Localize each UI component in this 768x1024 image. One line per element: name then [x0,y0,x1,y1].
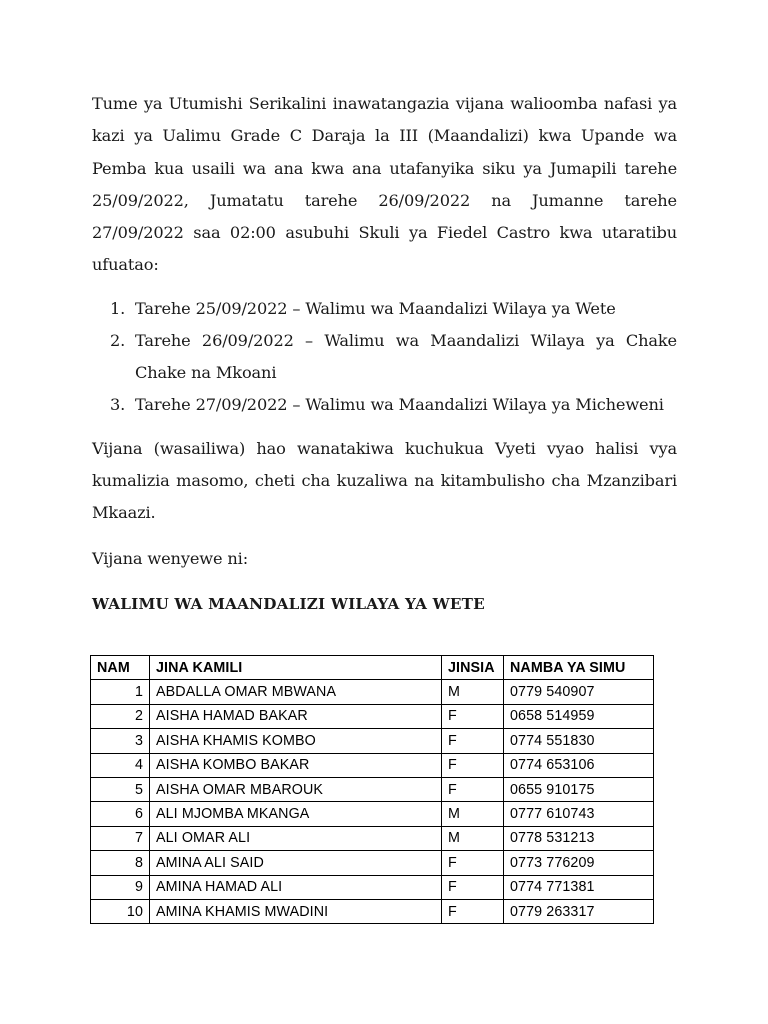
table-row [91,777,654,801]
table-row [91,729,654,753]
cell-simu: 0774 551830 [504,729,654,753]
cell-simu: 0658 514959 [504,704,654,728]
cell-simu: 0774 653106 [504,753,654,777]
schedule-item-number: 1. [110,298,126,318]
cell-nam: 4 [91,753,150,777]
table-row [91,753,654,777]
cell-jina: AMINA HAMAD ALI [150,875,442,899]
intro-paragraph: Tume ya Utumishi Serikalini inawatangazia vijana walioomba nafasi ya kazi ya Ualimu Grade C Daraja la III (Maandalizi) kwa Upande wa Pemba kua usaili wa ana kwa ana utafanyika siku ya Jumapili tarehe 25/09/2022, Jumatatu tarehe 26/09/2022 na Jumanne tarehe 27/09/2022 saa 02:00 asubuhi Skuli ya Fiedel Castro kwa utaratibu ufuatao: [92,94,677,275]
cell-jinsia: F [442,899,504,923]
schedule-item-text: Tarehe 27/09/2022 – Walimu wa Maandalizi Wilaya ya Micheweni [135,394,664,414]
table-row [91,802,654,826]
header-nam: NAM [91,656,150,680]
cell-simu: 0655 910175 [504,777,654,801]
section-title: WALIMU WA MAANDALIZI WILAYA YA WETE [92,594,485,613]
cell-nam: 8 [91,851,150,875]
schedule-item [92,325,677,389]
table-header-row [91,656,654,680]
schedule-item-text: Tarehe 26/09/2022 – Walimu wa Maandalizi Wilaya ya Chake Chake na Mkoani [135,330,677,382]
cell-jina: AISHA HAMAD BAKAR [150,704,442,728]
list-intro: Vijana wenyewe ni: [92,548,248,568]
cell-simu: 0774 771381 [504,875,654,899]
cell-simu: 0778 531213 [504,826,654,850]
table-row [91,899,654,923]
cell-simu: 0777 610743 [504,802,654,826]
cell-jinsia: F [442,875,504,899]
cell-jina: ALI MJOMBA MKANGA [150,802,442,826]
header-jinsia: JINSIA [442,656,504,680]
schedule-item-text: Tarehe 25/09/2022 – Walimu wa Maandalizi Wilaya ya Wete [135,298,616,318]
cell-nam: 5 [91,777,150,801]
cell-jinsia: M [442,680,504,704]
cell-nam: 1 [91,680,150,704]
cell-jina: AISHA OMAR MBAROUK [150,777,442,801]
cell-jinsia: M [442,802,504,826]
cell-jinsia: M [442,826,504,850]
table-row [91,704,654,728]
table-row [91,851,654,875]
requirements-paragraph: Vijana (wasailiwa) hao wanatakiwa kuchukua Vyeti vyao halisi vya kumalizia masomo, cheti cha kuzaliwa na kitambulisho cha Mzanzibari Mkaazi. [92,438,677,523]
cell-jinsia: F [442,704,504,728]
table-row [91,875,654,899]
cell-nam: 6 [91,802,150,826]
schedule-item [92,389,677,421]
cell-jina: AMINA ALI SAID [150,851,442,875]
cell-jinsia: F [442,729,504,753]
cell-nam: 10 [91,899,150,923]
cell-jina: AMINA KHAMIS MWADINI [150,899,442,923]
cell-jinsia: F [442,851,504,875]
candidates-table [90,655,654,924]
cell-nam: 2 [91,704,150,728]
cell-nam: 9 [91,875,150,899]
schedule-item-number: 3. [110,394,126,414]
header-jina-kamili: JINA KAMILI [150,656,442,680]
cell-simu: 0779 540907 [504,680,654,704]
cell-jina: ABDALLA OMAR MBWANA [150,680,442,704]
table-row [91,826,654,850]
schedule-item-number: 2. [110,330,126,350]
cell-nam: 3 [91,729,150,753]
header-namba-ya-simu: NAMBA YA SIMU [504,656,654,680]
cell-simu: 0779 263317 [504,899,654,923]
cell-simu: 0773 776209 [504,851,654,875]
cell-jinsia: F [442,777,504,801]
schedule-item [92,293,677,325]
document-page [92,88,677,615]
table-row [91,680,654,704]
cell-jina: ALI OMAR ALI [150,826,442,850]
cell-jinsia: F [442,753,504,777]
schedule-list [92,293,677,421]
cell-jina: AISHA KOMBO BAKAR [150,753,442,777]
cell-nam: 7 [91,826,150,850]
cell-jina: AISHA KHAMIS KOMBO [150,729,442,753]
